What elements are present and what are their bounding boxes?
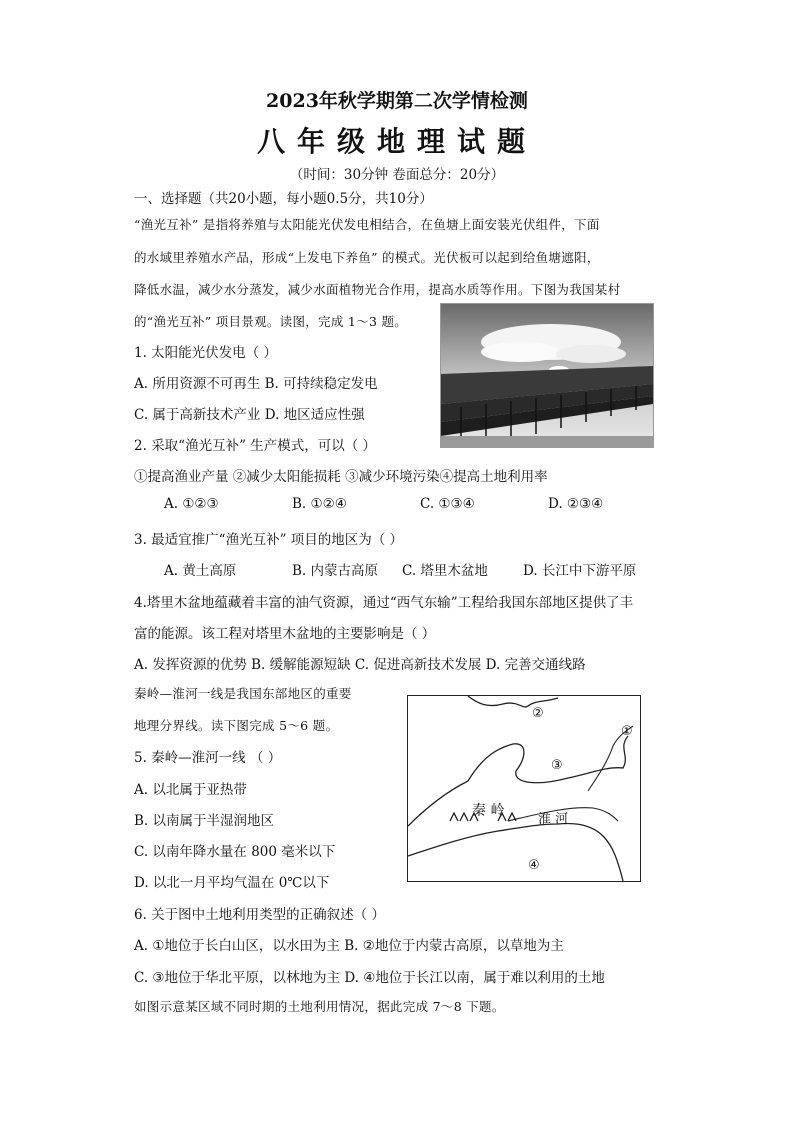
q4-options: A. 发挥资源的优势 B. 缓解能源短缺 C. 促进高新技术发展 D. 完善交通线路: [134, 657, 586, 673]
q2-option-c: C. ①③④: [420, 496, 475, 512]
huaihe-label: 淮 河: [538, 812, 569, 827]
intro1-line3: 降低水温，减少水分蒸发，减少水面植物光合作用，提高水质等作用。下图为我国某村: [134, 282, 621, 297]
solar-fishery-photo: [440, 303, 654, 448]
map-label-1: ①: [621, 724, 633, 739]
q4-stem-line1: 4.塔里木盆地蕴藏着丰富的油气资源，通过“西气东输”工程给我国东部地区提供了丰: [134, 595, 634, 611]
intro1-line2: 的水域里养殖水产品，形成“上发电下养鱼” 的模式。光伏板可以起到给鱼塘遮阳，: [134, 250, 600, 265]
intro2-line2: 地理分界线。读下图完成 5～6 题。: [134, 718, 339, 733]
q2-stem: 2. 采取“渔光互补” 生产模式，可以（ ）: [134, 438, 377, 454]
subject-title: 八年级地理试题: [256, 125, 537, 158]
q2-option-a: A. ①②③: [164, 496, 219, 512]
q3-option-b: B. 内蒙古高原: [292, 563, 379, 579]
q6-stem: 6. 关于图中土地利用类型的正确叙述（ ）: [134, 907, 385, 923]
q6-options-cd: C. ③地位于华北平原，以林地为主 D. ④地位于长江以南，属于难以利用的土地: [134, 970, 605, 986]
q5-option-a: A. 以北属于亚热带: [134, 782, 247, 798]
q3-stem: 3. 最适宜推广“渔光互补” 项目的地区为（ ）: [134, 532, 404, 548]
map-label-4: ④: [528, 858, 540, 873]
q4-stem-line2: 富的能源。该工程对塔里木盆地的主要影响是（ ）: [134, 626, 436, 642]
q3-option-c: C. 塔里木盆地: [402, 563, 488, 579]
q1-options-ab: A. 所用资源不可再生 B. 可持续稳定发电: [134, 376, 378, 392]
q6-options-ab: A. ①地位于长白山区，以水田为主 B. ②地位于内蒙古高原，以草地为主: [134, 938, 564, 954]
q5-option-c: C. 以南年降水量在 800 毫米以下: [134, 844, 336, 860]
qinling-label: 秦 岭: [472, 803, 505, 819]
q1-stem: 1. 太阳能光伏发电（ ）: [134, 345, 277, 361]
q2-option-b: B. ①②④: [292, 496, 347, 512]
q5-stem: 5. 秦岭—淮河一线 （ ）: [134, 750, 282, 766]
section-heading: 一、选择题（共20小题，每小题0.5分，共10分）: [134, 191, 433, 207]
q2-option-d: D. ②③④: [548, 496, 604, 512]
intro1-line4: 的“渔光互补” 项目景观。读图，完成 1～3 题。: [134, 314, 408, 329]
exam-meta: （时间：30分钟 卷面总分：20分）: [289, 167, 505, 183]
q3-option-a: A. 黄土高原: [164, 563, 237, 579]
intro1-line1: “渔光互补” 是指将养殖与太阳能光伏发电相结合，在鱼塘上面安装光伏组件，下面: [134, 217, 600, 232]
exam-title: 2023年秋学期第二次学情检测: [266, 90, 528, 112]
intro3: 如图示意某区域不同时期的土地利用情况，据此完成 7～8 下题。: [134, 999, 505, 1014]
q2-items: ①提高渔业产量 ②减少太阳能损耗 ③减少环境污染④提高土地利用率: [134, 469, 548, 485]
map-label-3: ③: [551, 758, 563, 773]
q3-option-d: D. 长江中下游平原: [523, 563, 637, 579]
q5-option-b: B. 以南属于半湿润地区: [134, 813, 275, 829]
qinling-huaihe-map: [407, 695, 641, 882]
q1-options-cd: C. 属于高新技术产业 D. 地区适应性强: [134, 407, 365, 423]
map-label-2: ②: [532, 706, 544, 721]
q5-option-d: D. 以北一月平均气温在 0℃以下: [134, 875, 330, 891]
intro2-line1: 秦岭—淮河一线是我国东部地区的重要: [134, 686, 352, 701]
